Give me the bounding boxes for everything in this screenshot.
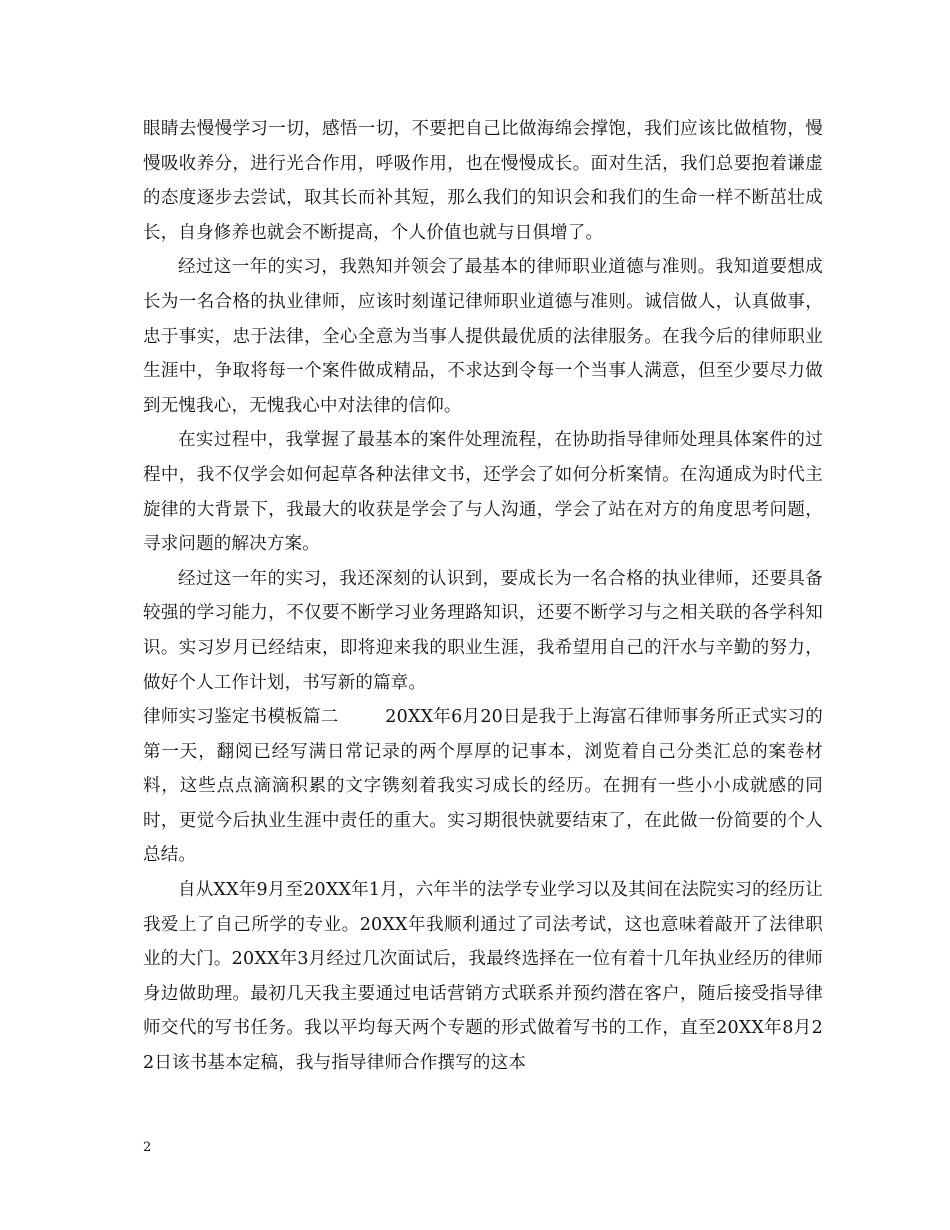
section-two xyxy=(143,700,823,873)
section-title: 律师实习鉴定书模板篇二 xyxy=(143,707,339,728)
page-number: 2 xyxy=(143,1140,152,1155)
paragraph-case-process: 在实过程中，我掌握了最基本的案件处理流程，在协助指导律师处理具体案件的过程中，我不仅学会如何起草各种法律文书，还学会了如何分析案情。在沟通成为时代主旋律的大背景下，我最大的收获是学会了与人沟通，学会了站在对方的角度思考问题，寻求问题的解决方案。 xyxy=(143,430,823,555)
document-body xyxy=(143,112,823,1081)
section-text: 20XX年6月20日是我于上海富石律师事务所正式实习的第一天，翻阅已经写满日常记录的两个厚厚的记事本，浏览着自己分类汇总的案卷材料，这些点点滴滴积累的文字镌刻着我实习成长的经历。在拥有一些小小成就感的同时，更觉今后执业生涯中责任的重大。实习期很快就要结束了，在此做一份简要的个人总结。 xyxy=(143,707,823,866)
paragraph-continuation: 眼睛去慢慢学习一切，感悟一切，不要把自己比做海绵会撑饱，我们应该比做植物，慢慢吸收养分，进行光合作用，呼吸作用，也在慢慢成长。面对生活，我们总要抱着谦虚的态度逐步去尝试，取其长而补其短，那么我们的知识会和我们的生命一样不断茁壮成长，自身修养也就会不断提高，个人价值也就与日俱增了。 xyxy=(143,119,823,243)
paragraph-learning: 经过这一年的实习，我还深刻的认识到，要成长为一名合格的执业律师，还要具备较强的学习能力，不仅要不断学习业务理路知识，还要不断学习与之相关联的各学科知识。实习岁月已经结束，即将迎来我的职业生涯，我希望用自己的汗水与辛勤的努力，做好个人工作计划，书写新的篇章。 xyxy=(143,568,823,693)
paragraph-background: 自从XX年9月至20XX年1月，六年半的法学专业学习以及其间在法院实习的经历让我爱上了自己所学的专业。20XX年我顺利通过了司法考试，这也意味着敲开了法律职业的大门。20XX年3月经过几次面试后，我最终选择在一位有着十几年执业经历的律师身边做助理。最初几天我主要通过电话营销方式联系并预约潜在客户，随后接受指导律师交代的写书任务。我以平均每天两个专题的形式做着写书的工作，直至20XX年8月22日该书基本定稿，我与指导律师合作撰写的这本 xyxy=(143,880,823,1074)
paragraph-ethics: 经过这一年的实习，我熟知并领会了最基本的律师职业道德与准则。我知道要想成长为一名合格的执业律师，应该时刻谨记律师职业道德与准则。诚信做人，认真做事，忠于事实，忠于法律，全心全意为当事人提供最优质的法律服务。在我今后的律师职业生涯中，争取将每一个案件做成精品，不求达到令每一个当事人满意，但至少要尽力做到无愧我心，无愧我心中对法律的信仰。 xyxy=(143,257,823,416)
